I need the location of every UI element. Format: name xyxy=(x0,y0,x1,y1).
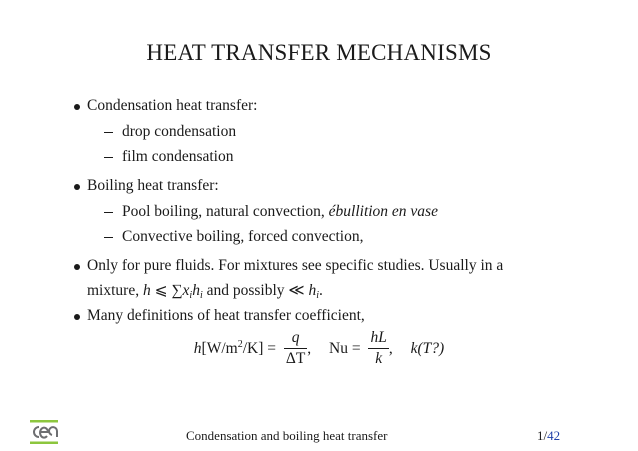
bullet-dot-2 xyxy=(74,184,80,190)
fraction-hl: hL xyxy=(370,329,387,346)
page-current: 1 xyxy=(537,428,544,443)
ebullition-en-vase: ébullition en vase xyxy=(328,203,438,220)
dash-1 xyxy=(104,132,113,133)
fraction-hl-k xyxy=(368,329,388,368)
math-h: h xyxy=(142,282,151,299)
sub-film-condensation: film condensation xyxy=(122,148,234,165)
fraction-q-deltat xyxy=(284,329,307,368)
formula-k-arg: (T?) xyxy=(417,339,445,357)
dash-4 xyxy=(104,237,113,238)
formula-k: k xyxy=(410,339,418,357)
math-h3-index: i xyxy=(316,290,320,301)
bullet-dot-3 xyxy=(74,264,80,270)
math-x: x xyxy=(182,282,190,299)
footer-title: Condensation and boiling heat transfer xyxy=(186,428,388,443)
cea-logo-icon xyxy=(30,420,58,444)
slide-title: HEAT TRANSFER MECHANISMS xyxy=(146,40,492,65)
page-total-link[interactable]: 42 xyxy=(547,428,561,443)
units-close: /K] = xyxy=(242,339,276,357)
page-number xyxy=(537,428,560,444)
nusselt-label: Nu = xyxy=(329,339,361,357)
bullet-dot-4 xyxy=(74,314,80,320)
possibly-text: and possibly ≪ xyxy=(202,282,309,299)
sub-drop-condensation: drop condensation xyxy=(122,123,237,140)
math-x-index: i xyxy=(189,290,193,301)
math-le-sum: ⩽ ∑ xyxy=(150,282,183,299)
period: . xyxy=(319,282,323,299)
dash-2 xyxy=(104,157,113,158)
dash-3 xyxy=(104,212,113,213)
comma-1: , xyxy=(307,339,312,357)
fraction-deltat: ΔT xyxy=(285,350,306,367)
bullet-condensation: Condensation heat transfer: xyxy=(87,97,258,114)
units-open: [W/m xyxy=(201,339,238,357)
formula-h-units xyxy=(194,340,276,358)
sub-convective-boiling: Convective boiling, forced convection, xyxy=(122,228,364,245)
bullet-mixture-line xyxy=(87,281,323,300)
bullet-boiling: Boiling heat transfer: xyxy=(87,177,219,194)
bullet-pure-fluids: Only for pure fluids. For mixtures see specific studies. Usually in a xyxy=(87,257,504,274)
units-exponent: 2 xyxy=(237,338,243,350)
heat-transfer-formula xyxy=(0,329,638,368)
bullet-definitions: Many definitions of heat transfer coefficient, xyxy=(87,307,365,324)
formula-h: h xyxy=(193,339,202,357)
comma-2: , xyxy=(388,339,393,357)
bullet-dot-1 xyxy=(74,104,80,110)
mixture-text: mixture, xyxy=(87,282,143,299)
page-separator: / xyxy=(543,428,548,443)
math-h3: h xyxy=(308,282,317,299)
fraction-k: k xyxy=(368,348,388,368)
k-of-t xyxy=(411,340,445,358)
pool-boiling-text: Pool boiling, natural convection, xyxy=(122,203,329,220)
sub-pool-boiling xyxy=(122,203,438,221)
fraction-q: q xyxy=(291,329,300,346)
math-h2-index: i xyxy=(199,290,203,301)
math-h2: h xyxy=(192,282,200,299)
